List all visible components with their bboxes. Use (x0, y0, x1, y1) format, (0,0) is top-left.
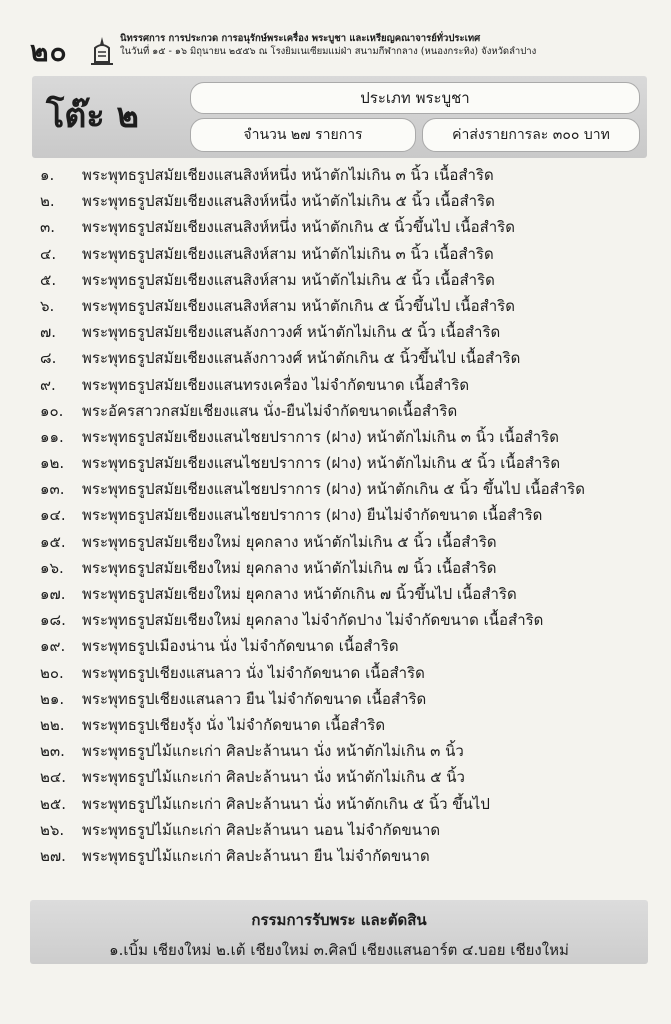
item-number: ๑. (40, 166, 55, 184)
list-item (40, 555, 660, 581)
list-item (40, 162, 660, 188)
list-item (40, 476, 660, 502)
item-number: ๓. (40, 218, 56, 237)
item-text: พระอัครสาวกสมัยเชียงแสน นั่ง-ยืนไม่จำกัดขนาดเนื้อสำริด (82, 401, 458, 420)
header-line-1: นิทรรศการ การประกวด การอนุรักษ์พระเครื่อง พระบูชา และเหรียญคณาจารย์ทั่วประเทศ (120, 33, 481, 44)
list-item (40, 529, 660, 555)
item-number: ๑๙. (40, 637, 66, 656)
item-text: พระพุทธรูปไม้แกะเก่า ศิลปะล้านนา นั่ง หน้าตักเกิน ๕ นิ้ว ขึ้นไป (82, 794, 490, 813)
item-number: ๒. (40, 192, 55, 211)
header-text (120, 32, 536, 58)
item-number: ๕. (40, 270, 57, 289)
list-item (40, 424, 660, 450)
judges-title: กรรมการรับพระ และตัดสิน (251, 911, 427, 929)
item-list (40, 162, 660, 869)
item-text: พระพุทธรูปไม้แกะเก่า ศิลปะล้านนา ยืน ไม่จำกัดขนาด (82, 846, 430, 865)
item-number: ๙. (40, 375, 56, 394)
item-number: ๑๔. (40, 506, 66, 525)
item-text: พระพุทธรูปเชียงแสนลาว ยืน ไม่จำกัดขนาด เนื้อสำริด (82, 689, 427, 708)
item-number: ๒๐. (40, 663, 64, 682)
judges-box (30, 900, 648, 964)
list-item (40, 660, 660, 686)
fee-box: ค่าส่งรายการละ ๓๐๐ บาท (422, 118, 640, 152)
list-item (40, 293, 660, 319)
item-number: ๑๖. (40, 558, 64, 577)
item-text: พระพุทธรูปสมัยเชียงแสนสิงห์สาม หน้าตักเกิน ๕ นิ้วขึ้นไป เนื้อสำริด (82, 296, 515, 315)
item-text: พระพุทธรูปสมัยเชียงแสนลังกาวงศ์ หน้าตักไม่เกิน ๕ นิ้ว เนื้อสำริด (82, 323, 501, 342)
item-text: พระพุทธรูปไม้แกะเก่า ศิลปะล้านนา นั่ง หน้าตักไม่เกิน ๕ นิ้ว (82, 768, 465, 787)
item-text: พระพุทธรูปเชียงแสนลาว นั่ง ไม่จำกัดขนาด เนื้อสำริด (82, 663, 425, 682)
item-text: พระพุทธรูปไม้แกะเก่า ศิลปะล้านนา นอน ไม่จำกัดขนาด (82, 820, 441, 839)
item-number: ๒๗. (40, 846, 66, 865)
item-number: ๒๕. (40, 794, 67, 813)
list-item (40, 738, 660, 764)
item-number: ๑๓. (40, 480, 65, 499)
item-number: ๒๓. (40, 742, 65, 761)
list-item (40, 686, 660, 712)
item-number: ๑๐. (40, 401, 64, 420)
temple-logo-icon (88, 36, 116, 68)
item-text: พระพุทธรูปสมัยเชียงใหม่ ยุคกลาง ไม่จำกัดปาง ไม่จำกัดขนาด เนื้อสำริด (82, 611, 544, 630)
item-text: พระพุทธรูปสมัยเชียงใหม่ ยุคกลาง หน้าตักไม่เกิน ๕ นิ้ว เนื้อสำริด (82, 532, 497, 551)
table-label: โต๊ะ ๒ (46, 96, 139, 136)
list-item (40, 843, 660, 869)
item-text: พระพุทธรูปสมัยเชียงแสนสิงห์สาม หน้าตักไม่เกิน ๓ นิ้ว เนื้อสำริด (82, 244, 494, 263)
item-number: ๗. (40, 323, 57, 342)
category-box: ประเภท พระบูชา (190, 82, 640, 114)
item-text: พระพุทธรูปไม้แกะเก่า ศิลปะล้านนา นั่ง หน้าตักไม่เกิน ๓ นิ้ว (82, 742, 464, 761)
table-info-box (32, 76, 647, 158)
item-number: ๑๒. (40, 454, 65, 473)
item-text: พระพุทธรูปเชียงรุ้ง นั่ง ไม่จำกัดขนาด เนื้อสำริด (82, 715, 386, 734)
list-item (40, 581, 660, 607)
header-line-2: ในวันที่ ๑๕ - ๑๖ มิถุนายน ๒๕๕๖ ณ โรงยิมเนเซียมแม่ฝ่า สนามกีฬากลาง (หนองกระทิง) จังหวัดลำปาง (120, 46, 537, 57)
list-item (40, 267, 660, 293)
item-text: พระพุทธรูปสมัยเชียงแสนสิงห์หนึ่ง หน้าตักเกิน ๕ นิ้วขึ้นไป เนื้อสำริด (82, 218, 515, 237)
list-item (40, 450, 660, 476)
list-item (40, 764, 660, 790)
item-number: ๘. (40, 349, 57, 368)
list-item (40, 345, 660, 371)
item-text: พระพุทธรูปสมัยเชียงแสนสิงห์หนึ่ง หน้าตักไม่เกิน ๕ นิ้ว เนื้อสำริด (82, 192, 495, 211)
item-text: พระพุทธรูปสมัยเชียงแสนทรงเครื่อง ไม่จำกัดขนาด เนื้อสำริด (82, 375, 470, 394)
item-number: ๑๘. (40, 611, 66, 630)
list-item (40, 372, 660, 398)
item-text: พระพุทธรูปสมัยเชียงแสนไชยปราการ (ฝาง) หน้าตักไม่เกิน ๕ นิ้ว เนื้อสำริด (82, 454, 561, 473)
page-number: ๒๐ (30, 35, 68, 68)
list-item (40, 817, 660, 843)
item-text: พระพุทธรูปสมัยเชียงแสนสิงห์หนึ่ง หน้าตักไม่เกิน ๓ นิ้ว เนื้อสำริด (82, 166, 494, 184)
list-item (40, 188, 660, 214)
item-text: พระพุทธรูปสมัยเชียงแสนไชยปราการ (ฝาง) หน้าตักเกิน ๕ นิ้ว ขึ้นไป เนื้อสำริด (82, 480, 585, 499)
item-number: ๔. (40, 244, 57, 263)
list-item (40, 398, 660, 424)
item-number: ๒๒. (40, 715, 65, 734)
item-text: พระพุทธรูปสมัยเชียงใหม่ ยุคกลาง หน้าตักเกิน ๗ นิ้วขึ้นไป เนื้อสำริด (82, 585, 517, 603)
item-text: พระพุทธรูปสมัยเชียงแสนไชยปราการ (ฝาง) ยืนไม่จำกัดขนาด เนื้อสำริด (82, 506, 543, 525)
list-item (40, 241, 660, 267)
list-item (40, 633, 660, 659)
list-item (40, 607, 660, 633)
judges-names: ๑.เบิ้ม เชียงใหม่ ๒.เต้ เชียงใหม่ ๓.ศิลป์ เชียงแสนอาร์ต ๔.บอย เชียงใหม่ (109, 941, 569, 959)
item-number: ๒๖. (40, 820, 65, 839)
list-item (40, 214, 660, 240)
list-item (40, 712, 660, 738)
item-number: ๑๑. (40, 427, 64, 446)
page-header (30, 30, 650, 70)
item-number: ๒๑. (40, 689, 65, 708)
item-text: พระพุทธรูปสมัยเชียงแสนสิงห์สาม หน้าตักไม่เกิน ๕ นิ้ว เนื้อสำริด (82, 270, 495, 289)
item-text: พระพุทธรูปสมัยเชียงแสนลังกาวงศ์ หน้าตักเกิน ๕ นิ้วขึ้นไป เนื้อสำริด (82, 349, 521, 368)
item-text: พระพุทธรูปสมัยเชียงใหม่ ยุคกลาง หน้าตักไม่เกิน ๗ นิ้ว เนื้อสำริด (82, 558, 497, 577)
item-number: ๑๗. (40, 585, 66, 603)
list-item (40, 791, 660, 817)
item-number: ๒๔. (40, 768, 67, 787)
item-number: ๖. (40, 296, 55, 315)
item-text: พระพุทธรูปเมืองน่าน นั่ง ไม่จำกัดขนาด เนื้อสำริด (82, 637, 399, 656)
item-text: พระพุทธรูปสมัยเชียงแสนไชยปราการ (ฝาง) หน้าตักไม่เกิน ๓ นิ้ว เนื้อสำริด (82, 427, 559, 446)
item-number: ๑๕. (40, 532, 66, 551)
item-count-box: จำนวน ๒๗ รายการ (190, 118, 416, 152)
list-item (40, 319, 660, 345)
list-item (40, 502, 660, 528)
